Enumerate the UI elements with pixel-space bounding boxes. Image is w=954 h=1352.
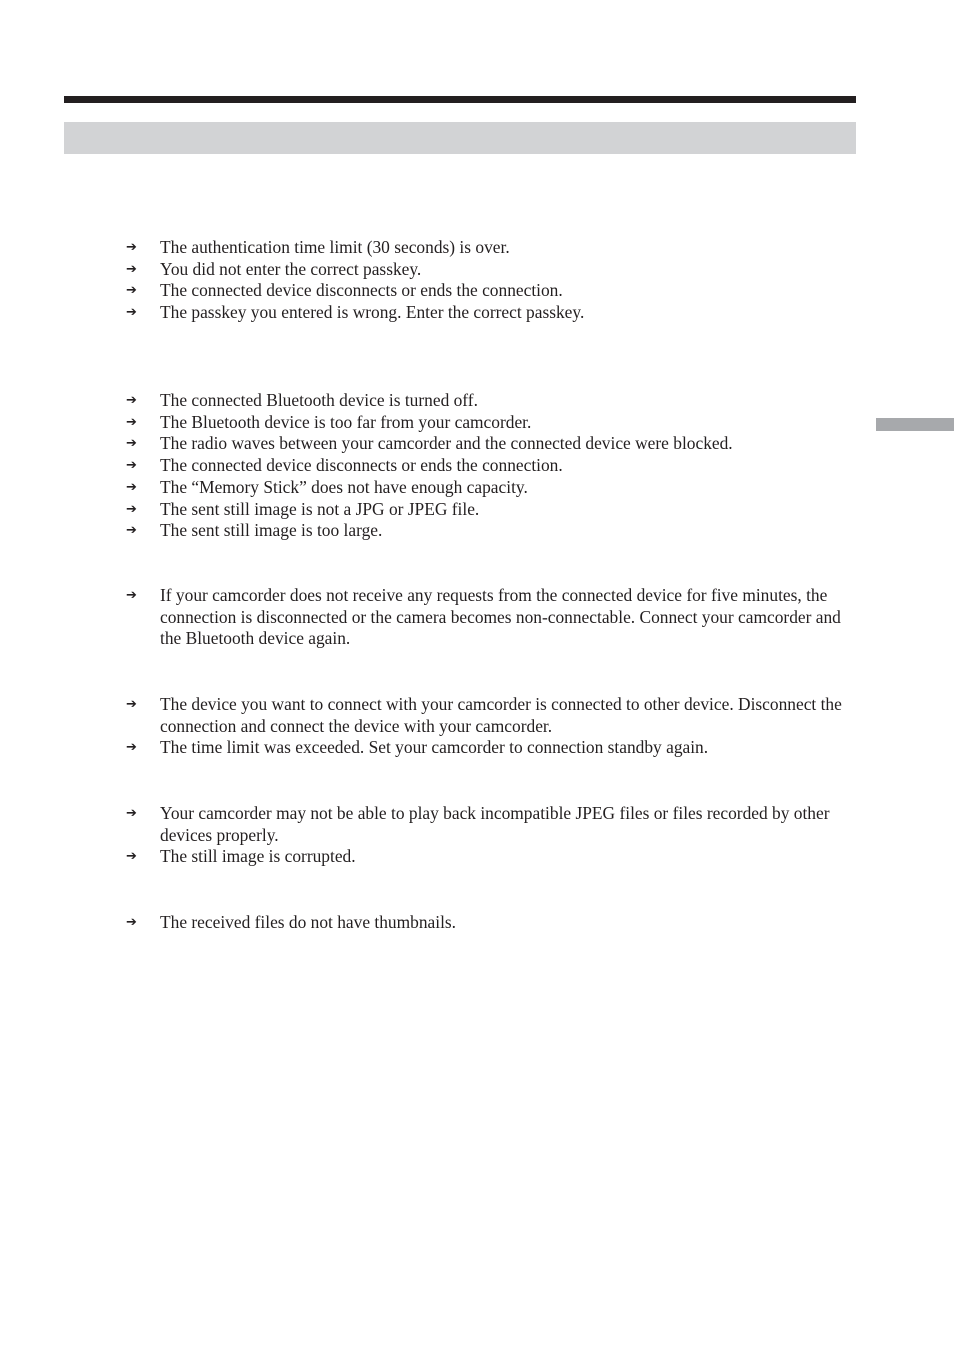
item-text: You did not enter the correct passkey. [160,258,422,279]
list-item [126,846,856,868]
arrow-icon: ➔ [126,458,137,474]
troubleshooting-group-2 [126,390,856,542]
item-text: The “Memory Stick” does not have enough capacity. [160,476,528,497]
arrow-icon: ➔ [126,393,137,408]
list-item [126,585,856,650]
list-item [126,520,856,542]
list-item [126,803,856,846]
list-item [126,694,856,737]
arrow-icon: ➔ [126,697,137,712]
item-text: The time limit was exceeded. Set your camcorder to connection standby again. [160,737,709,758]
arrow-icon: ➔ [126,915,137,930]
list-item [126,412,856,434]
arrow-icon: ➔ [126,305,137,321]
item-text: If your camcorder does not receive any requests from the connected device for five minutes, the connection is disconnected or the camera becomes non-connectable. Connect your camcorder and the Bluetooth device again. [160,585,841,649]
arrow-icon: ➔ [126,240,137,255]
troubleshooting-group-5 [126,803,856,868]
item-text: The sent still image is not a JPG or JPEG file. [160,498,480,519]
item-text: The connected Bluetooth device is turned off. [160,390,478,410]
troubleshooting-group-1 [126,237,856,324]
troubleshooting-group-6 [126,912,856,934]
section-header-band [64,122,856,154]
troubleshooting-group-4 [126,694,856,759]
arrow-icon: ➔ [126,414,137,430]
list-item [126,912,856,934]
troubleshooting-group-3 [126,585,856,650]
arrow-icon: ➔ [126,283,137,299]
item-text: The radio waves between your camcorder and the connected device were blocked. [160,433,733,454]
list-item [126,259,856,281]
list-item [126,455,856,477]
item-text: Your camcorder may not be able to play back incompatible JPEG files or files recorded by other devices properly. [160,803,830,845]
list-item [126,237,856,259]
item-text: The received files do not have thumbnails. [160,912,457,932]
item-text: The passkey you entered is wrong. Enter the correct passkey. [160,302,585,323]
arrow-icon: ➔ [126,806,137,821]
list-item [126,737,856,759]
list-item [126,477,856,499]
item-text: The connected device disconnects or ends the connection. [160,280,563,301]
arrow-icon: ➔ [126,849,137,865]
arrow-icon: ➔ [126,479,137,495]
arrow-icon: ➔ [126,523,137,539]
item-text: The Bluetooth device is too far from your camcorder. [160,411,532,432]
arrow-icon: ➔ [126,740,137,756]
item-text: The sent still image is too large. [160,520,383,541]
item-text: The still image is corrupted. [160,846,356,867]
item-text: The device you want to connect with your camcorder is connected to other device. Disconnect the connection and connect the device with your camcorder. [160,694,842,736]
item-text: The connected device disconnects or ends the connection. [160,455,563,476]
list-item [126,499,856,521]
item-text: The authentication time limit (30 seconds) is over. [160,237,510,257]
arrow-icon: ➔ [126,436,137,452]
side-index-tab [876,418,954,431]
arrow-icon: ➔ [126,261,137,277]
list-item [126,390,856,412]
arrow-icon: ➔ [126,501,137,517]
arrow-icon: ➔ [126,588,137,603]
list-item [126,280,856,302]
top-rule [64,96,856,103]
list-item [126,433,856,455]
list-item [126,302,856,324]
